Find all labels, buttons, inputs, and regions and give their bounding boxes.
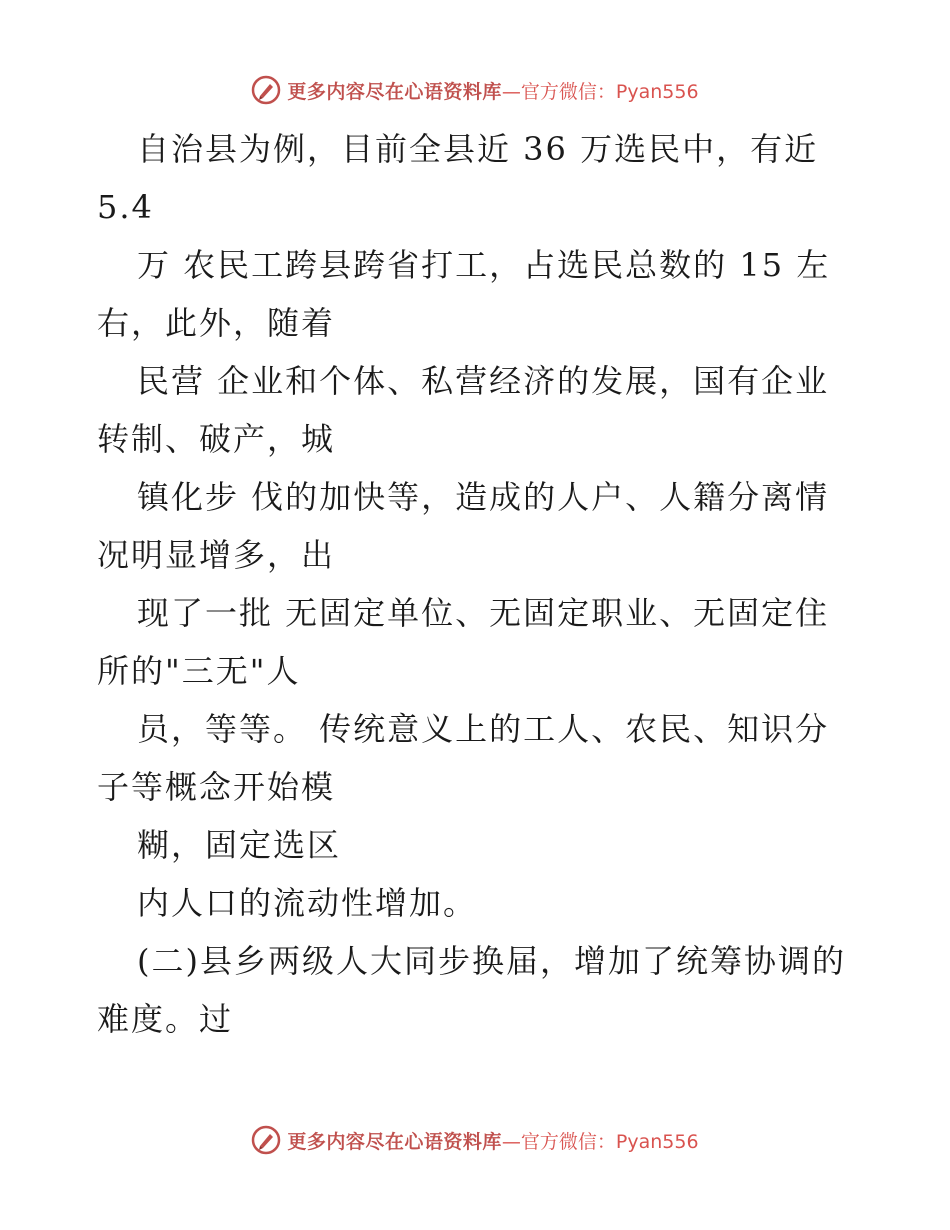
body-line-13: 糊，固定选区	[137, 826, 342, 864]
body-line-5: 民营 企业和个体、私营经济的发展，国有企业	[137, 362, 830, 400]
pen-logo-icon	[251, 1125, 281, 1155]
document-body	[97, 120, 857, 1048]
body-line-3: 万 农民工跨县跨省打工，占选民总数的 15 左	[137, 246, 831, 284]
body-line-8: 况明显增多，出	[97, 536, 336, 574]
footer-contact-text: —官方微信：Pyan556	[501, 1130, 699, 1153]
header-banner	[0, 70, 950, 110]
header-site-text: 更多内容尽在心语资料库	[287, 80, 502, 103]
body-line-1: 自治县为例，目前全县近 36 万选民中，有近	[137, 130, 819, 168]
body-line-16: 难度。过	[97, 1000, 234, 1038]
body-line-2: 5.4	[97, 188, 154, 226]
body-line-12: 子等概念开始模	[97, 768, 336, 806]
body-line-6: 转制、破产，城	[97, 420, 336, 458]
body-line-10: 所的"三无"人	[97, 652, 301, 690]
pen-logo-icon	[251, 75, 281, 105]
body-line-4: 右，此外，随着	[97, 304, 336, 342]
footer-banner	[0, 1120, 950, 1160]
body-line-9: 现了一批 无固定单位、无固定职业、无固定住	[137, 594, 830, 632]
body-line-11: 员，等等。 传统意义上的工人、农民、知识分	[137, 710, 830, 748]
body-line-7: 镇化步 伐的加快等，造成的人户、人籍分离情	[137, 478, 830, 516]
body-line-15: (二)县乡两级人大同步换届，增加了统筹协调的	[137, 942, 846, 980]
header-contact-text: —官方微信：Pyan556	[501, 80, 699, 103]
footer-site-text: 更多内容尽在心语资料库	[287, 1130, 502, 1153]
body-line-14: 内人口的流动性增加。	[137, 884, 478, 922]
